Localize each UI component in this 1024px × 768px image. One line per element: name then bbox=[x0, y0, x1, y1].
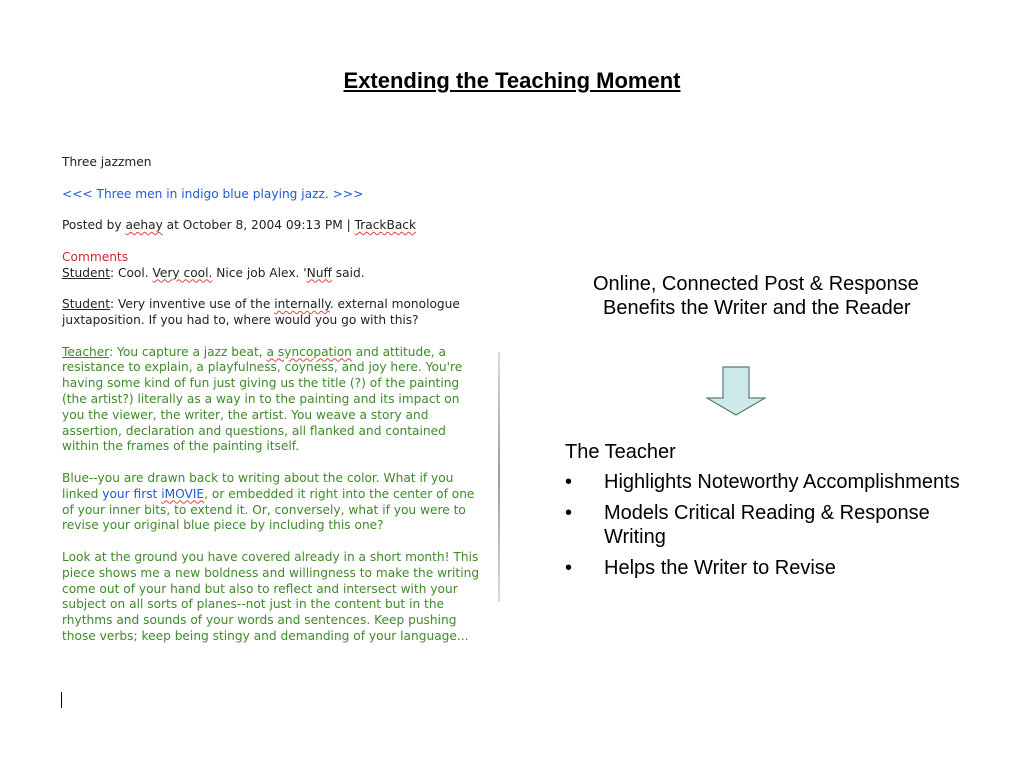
link-text: iMOVIE bbox=[161, 486, 205, 501]
comment-text: internally bbox=[274, 297, 330, 312]
comment-student-1 bbox=[62, 266, 482, 282]
imovie-link[interactable] bbox=[102, 487, 204, 501]
comment-text: : Very inventive use of the bbox=[109, 297, 275, 312]
list-item bbox=[565, 501, 965, 549]
post-title: Three jazzmen bbox=[62, 155, 152, 169]
posted-by-prefix: Posted by bbox=[62, 218, 126, 233]
intro-text: Online, Connected Post & Response Benefits the Writer and the Reader bbox=[593, 273, 919, 319]
author-link[interactable]: aehay bbox=[125, 218, 163, 233]
comment-text: a syncopation bbox=[266, 344, 352, 359]
text-cursor bbox=[61, 692, 62, 708]
comment-text: : You capture a jazz beat, bbox=[109, 344, 267, 359]
blog-post-screenshot bbox=[62, 155, 482, 661]
bullet-icon: • bbox=[565, 557, 573, 579]
teacher-benefits-list bbox=[565, 470, 965, 580]
bullet-icon: • bbox=[565, 471, 573, 493]
trackback-link[interactable]: TrackBack bbox=[354, 218, 417, 233]
list-item-text: Helps the Writer to Revise bbox=[604, 557, 836, 579]
comments-heading: Comments bbox=[62, 249, 129, 264]
list-item-text: Models Critical Reading & Response Writing bbox=[604, 502, 930, 548]
comment-speaker: Teacher bbox=[62, 344, 110, 359]
comments-section bbox=[62, 250, 482, 645]
list-item bbox=[565, 470, 965, 494]
post-meta bbox=[62, 218, 482, 234]
comment-text: Nuff bbox=[306, 265, 332, 280]
down-arrow-icon bbox=[706, 366, 766, 416]
post-caption: <<< Three men in indigo blue playing jazz. >>> bbox=[62, 186, 364, 201]
list-item-text: Highlights Noteworthy Accomplishments bbox=[604, 471, 960, 493]
comment-teacher-paragraph-2 bbox=[62, 471, 482, 534]
teacher-section bbox=[565, 440, 965, 587]
comment-text: : Cool. bbox=[109, 265, 153, 280]
comment-text: Nice job Alex. ' bbox=[212, 265, 307, 280]
comment-speaker: Student bbox=[62, 297, 110, 312]
bullet-icon: • bbox=[565, 502, 573, 524]
slide-title: Extending the Teaching Moment bbox=[343, 68, 681, 93]
comment-teacher-paragraph-3: Look at the ground you have covered already in a short month! This piece shows me a new boldness and willingness to make the writing come out of your hand but also to reflect and intersect with your subject on all sorts of planes--not just in the content but in the rhythms and sounds of your words and sentences. Keep pushing those verbs; keep being stingy and demanding of your language... bbox=[62, 549, 480, 643]
comment-text: Blue--you are drawn back to writing about the color. What if you linked bbox=[62, 470, 454, 501]
comment-text: Very cool. bbox=[152, 265, 213, 280]
comment-speaker: Student bbox=[62, 265, 110, 280]
teacher-heading: The Teacher bbox=[565, 441, 676, 463]
comment-text: and attitude, a resistance to explain, a playfulness, coyness, and joy here. You're having some kind of fun just giving us the title (?) of the painting (the artist?) literally as a way in to the painting and its impact on you the viewer, the writer, the artist. You weave a story and assertion, declaration and questions, all flanked and contained within the frames of the painting itself. bbox=[62, 344, 463, 454]
comment-student-2 bbox=[62, 297, 482, 329]
comment-teacher bbox=[62, 345, 482, 456]
comment-text: . external monologue juxtaposition. If you had to, where would you go with this? bbox=[62, 297, 460, 327]
link-text: your first bbox=[102, 486, 162, 501]
posted-date: at October 8, 2004 09:13 PM | bbox=[162, 218, 355, 233]
comment-text: said. bbox=[331, 265, 365, 280]
list-item bbox=[565, 556, 965, 580]
vertical-divider bbox=[498, 352, 500, 602]
comment-text: , or embedded it right into the center of one of your inner bits, to extend it. Or, conversely, what if you were to revise your original blue piece by including this one? bbox=[62, 486, 475, 533]
